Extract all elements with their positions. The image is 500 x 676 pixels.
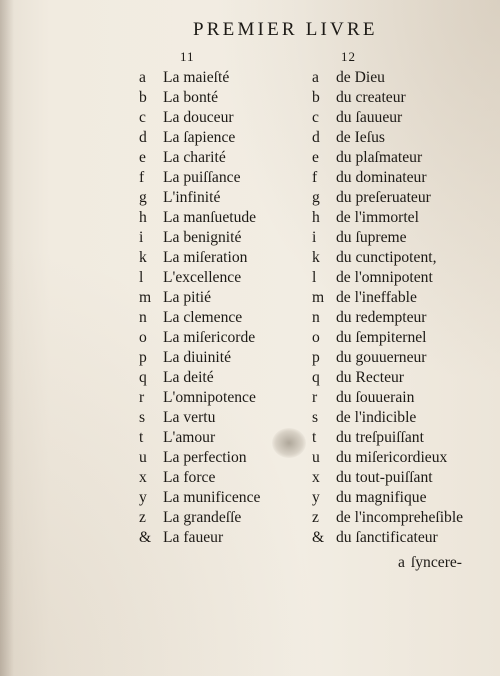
catchword-letter: a <box>398 554 405 571</box>
item-text: du ſempiternel <box>336 329 427 346</box>
item-text: de Dieu <box>336 69 385 86</box>
item-letter: b <box>312 89 320 106</box>
item-text: L'infinité <box>163 189 221 206</box>
item-letter: f <box>139 169 145 186</box>
item-text: du redempteur <box>336 309 427 326</box>
item-letter: z <box>312 509 319 526</box>
item-letter: i <box>312 229 317 246</box>
item-text: La miſericorde <box>163 329 256 346</box>
item-text: La charité <box>163 149 226 166</box>
item-letter: y <box>139 489 147 506</box>
item-letter: e <box>139 149 146 166</box>
item-letter: m <box>312 289 325 306</box>
item-letter: u <box>312 449 320 466</box>
item-letter: p <box>312 349 320 366</box>
item-letter: y <box>312 489 320 506</box>
item-letter: c <box>139 109 146 126</box>
item-text: du treſpuiſſant <box>336 429 424 446</box>
item-letter: a <box>139 69 146 86</box>
item-letter: h <box>139 209 147 226</box>
item-letter: n <box>139 309 147 326</box>
column-number-right: 12 <box>341 49 356 64</box>
running-head: PREMIER LIVRE <box>193 19 378 40</box>
item-letter: t <box>139 429 144 446</box>
item-letter: l <box>139 269 144 286</box>
item-letter: d <box>312 129 320 146</box>
item-text: La benignité <box>163 229 242 246</box>
item-text: La pitié <box>163 289 212 306</box>
item-text: de l'ineffable <box>336 289 417 306</box>
item-text: de l'incompreheſible <box>336 509 464 526</box>
item-letter: f <box>312 169 318 186</box>
item-letter: g <box>139 189 147 206</box>
paper-stain <box>272 428 306 458</box>
item-text: du createur <box>336 89 406 106</box>
item-text: La deité <box>163 369 214 386</box>
item-letter: z <box>139 509 146 526</box>
item-text: du gouuerneur <box>336 349 427 366</box>
item-text: du ſupreme <box>336 229 407 246</box>
item-letter: q <box>139 369 147 386</box>
item-text: du magnifique <box>336 489 427 506</box>
item-text: L'excellence <box>163 269 242 286</box>
item-text: L'omnipotence <box>163 389 256 406</box>
item-letter: t <box>312 429 317 446</box>
column-number-left: 11 <box>180 49 195 64</box>
item-letter: x <box>139 469 147 486</box>
item-text: du ſouuerain <box>336 389 415 406</box>
item-text: La munificence <box>163 489 261 506</box>
item-text: du cunctipotent, <box>336 249 437 266</box>
item-letter: & <box>312 529 325 546</box>
item-letter: b <box>139 89 147 106</box>
item-text: La puiſſance <box>163 169 241 186</box>
item-letter: u <box>139 449 147 466</box>
catchword-text: ſyncere- <box>410 554 462 571</box>
item-text: L'amour <box>163 429 216 446</box>
item-letter: o <box>139 329 147 346</box>
item-text: La clemence <box>163 309 243 326</box>
item-letter: & <box>139 529 152 546</box>
item-letter: x <box>312 469 320 486</box>
item-text: La perfection <box>163 449 247 466</box>
item-letter: p <box>139 349 147 366</box>
item-text: de l'omnipotent <box>336 269 433 286</box>
item-letter: o <box>312 329 320 346</box>
item-letter: d <box>139 129 147 146</box>
item-letter: s <box>312 409 319 426</box>
item-text: La ſapience <box>163 129 236 146</box>
item-text: du ſauueur <box>336 109 403 126</box>
item-text: de Ieſus <box>336 129 385 146</box>
item-text: du plaſmateur <box>336 149 423 166</box>
item-text: La diuinité <box>163 349 231 366</box>
item-text: La maieſté <box>163 69 230 86</box>
item-letter: n <box>312 309 320 326</box>
item-letter: a <box>312 69 319 86</box>
item-text: La miſeration <box>163 249 248 266</box>
item-text: La grandeſſe <box>163 509 242 526</box>
item-letter: r <box>139 389 145 406</box>
item-text: La manſuetude <box>163 209 257 226</box>
item-text: du tout-puiſſant <box>336 469 433 486</box>
item-text: de l'immortel <box>336 209 419 226</box>
item-text: du miſericordieux <box>336 449 448 466</box>
item-text: du ſanctificateur <box>336 529 438 546</box>
item-text: du preſeruateur <box>336 189 431 206</box>
page-gutter-shadow <box>0 0 14 676</box>
item-letter: g <box>312 189 320 206</box>
item-letter: e <box>312 149 319 166</box>
item-text: La faueur <box>163 529 224 546</box>
item-text: La vertu <box>163 409 216 426</box>
item-text: du Recteur <box>336 369 404 386</box>
item-letter: k <box>139 249 147 266</box>
item-letter: k <box>312 249 320 266</box>
item-letter: m <box>139 289 152 306</box>
item-text: La force <box>163 469 216 486</box>
item-letter: s <box>139 409 146 426</box>
item-letter: h <box>312 209 320 226</box>
item-text: La bonté <box>163 89 218 106</box>
item-letter: l <box>312 269 317 286</box>
item-letter: c <box>312 109 319 126</box>
item-letter: r <box>312 389 318 406</box>
item-letter: i <box>139 229 144 246</box>
item-text: du dominateur <box>336 169 427 186</box>
catchword <box>398 554 462 572</box>
item-letter: q <box>312 369 320 386</box>
item-text: La douceur <box>163 109 234 126</box>
item-text: de l'indicible <box>336 409 417 426</box>
